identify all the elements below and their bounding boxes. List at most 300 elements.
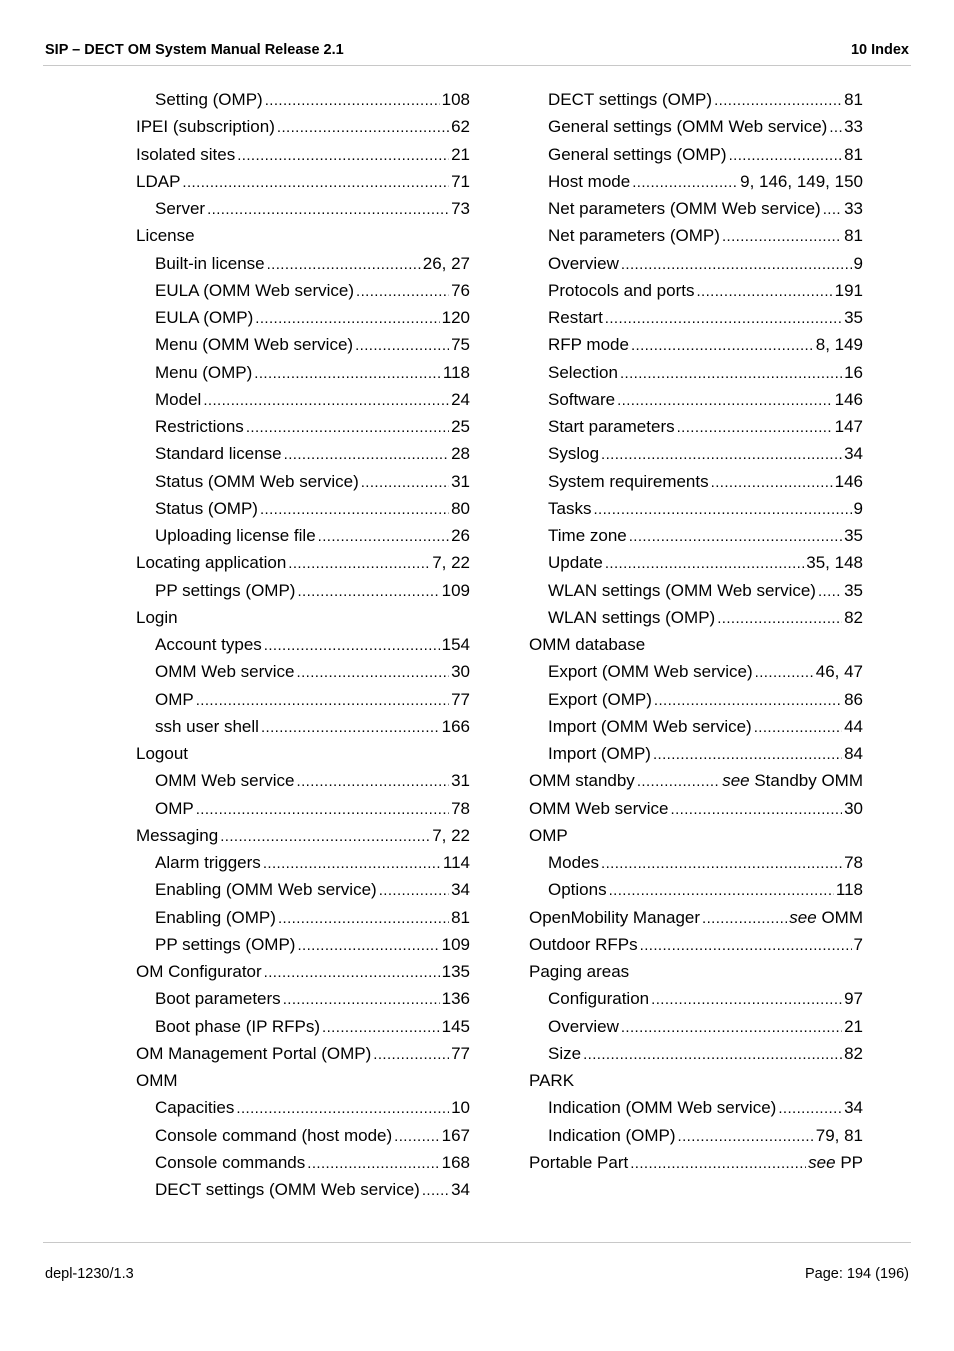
index-term: PP settings (OMP): [155, 580, 296, 600]
index-term: Menu (OMP): [155, 362, 253, 382]
page-reference-text: 33: [844, 199, 863, 218]
page-reference: [451, 1040, 470, 1067]
page-reference-text: 46, 47: [815, 662, 863, 682]
leader-dots: [696, 278, 832, 304]
page-reference: [844, 1013, 863, 1040]
index-term: LDAP: [136, 171, 181, 191]
page-reference-text: 108: [441, 90, 470, 109]
page-reference-text: 79, 81: [815, 1125, 863, 1145]
page-reference: [451, 495, 470, 522]
page-reference: [844, 577, 863, 604]
index-subentry: [136, 713, 470, 740]
leader-dots: [754, 714, 842, 740]
leader-dots: [278, 905, 449, 931]
page-reference: [442, 931, 470, 958]
index-term: Outdoor RFPs: [529, 934, 638, 954]
page-reference: [844, 113, 863, 140]
index-subentry: [529, 113, 863, 140]
page-reference-text: 16: [844, 362, 863, 382]
leader-dots: [605, 550, 804, 576]
leader-dots: [637, 768, 720, 794]
page-reference-text: 77: [451, 689, 470, 709]
index-term: ssh user shell: [155, 716, 259, 736]
index-term: Overview: [548, 1016, 619, 1036]
index-entry: [529, 931, 863, 958]
page-reference-text: 86: [844, 689, 863, 709]
index-subentry: [529, 86, 863, 113]
leader-dots: [621, 251, 852, 277]
leader-dots: [651, 986, 842, 1012]
index-subentry: [529, 740, 863, 767]
index-subentry: [529, 876, 863, 903]
leader-dots: [361, 469, 449, 495]
index-term: Overview: [548, 253, 619, 273]
page-reference: [740, 168, 863, 195]
index-subentry: [136, 522, 470, 549]
page-reference-text: 167: [441, 1125, 470, 1145]
index-term: Capacities: [155, 1098, 235, 1118]
page-reference: [451, 522, 470, 549]
index-entry: [136, 168, 470, 195]
page-reference: [844, 141, 863, 168]
page-reference-text: 33: [844, 117, 863, 137]
page-reference-text: 34: [451, 1180, 470, 1199]
page-reference: [835, 413, 863, 440]
leader-dots: [288, 550, 430, 576]
index-term: Protocols and ports: [548, 280, 695, 300]
page-reference: [443, 359, 470, 386]
index-term: Console commands: [155, 1152, 306, 1172]
page-reference-text: 146: [834, 389, 863, 409]
leader-dots: [307, 1150, 439, 1176]
page-reference-text: 31: [451, 471, 470, 491]
leader-dots: [818, 578, 842, 604]
page-reference-text: 31: [451, 771, 470, 791]
page-reference-text: 26, 27: [422, 253, 470, 273]
leader-dots: [729, 142, 843, 168]
index-term: Uploading license file: [155, 526, 316, 545]
index-term: PARK: [529, 1071, 575, 1090]
leader-dots: [677, 414, 833, 440]
page-reference: [844, 440, 863, 467]
page-reference-text: 114: [442, 853, 470, 872]
leader-dots: [203, 387, 449, 413]
index-term: OMM database: [529, 635, 646, 654]
page-reference: [844, 359, 863, 386]
page-reference-text: 35, 148: [806, 553, 863, 573]
page-reference: [844, 795, 863, 822]
index-term: Model: [155, 389, 202, 409]
page-reference: [432, 822, 470, 849]
index-term: Export (OMP): [548, 689, 652, 709]
index-term: Alarm triggers: [155, 853, 261, 872]
leader-dots: [632, 169, 738, 195]
index-term: OM Configurator: [136, 962, 262, 981]
index-entry: [529, 1067, 863, 1094]
leader-dots: [631, 332, 814, 358]
index-term: General settings (OMM Web service): [548, 117, 828, 137]
index-subentry: [136, 631, 470, 658]
page-reference: [451, 168, 470, 195]
index-subentry: [529, 359, 863, 386]
index-subentry: [136, 985, 470, 1012]
index-subentry: [529, 1094, 863, 1121]
index-term: Enabling (OMP): [155, 907, 276, 927]
index-term: DECT settings (OMP): [548, 90, 713, 109]
page-reference-text: 166: [441, 716, 470, 736]
index-subentry: [136, 904, 470, 931]
leader-dots: [671, 796, 843, 822]
index-term: OMM standby: [529, 771, 635, 791]
page-reference: [722, 767, 863, 794]
leader-dots: [264, 632, 440, 658]
index-entry: [529, 767, 863, 794]
leader-dots: [621, 1014, 842, 1040]
page-reference: [451, 468, 470, 495]
index-subentry: [136, 876, 470, 903]
page-reference: [789, 904, 863, 931]
page-reference-text: 120: [441, 308, 470, 327]
page-reference: [451, 277, 470, 304]
page-reference: [442, 577, 470, 604]
index-subentry: [136, 1122, 470, 1149]
page-reference: [451, 386, 470, 413]
index-entry: [136, 604, 470, 631]
page-reference: [423, 250, 470, 277]
page-reference: [854, 931, 863, 958]
page-reference-text: 35: [844, 526, 863, 545]
page-reference: [816, 658, 863, 685]
page-reference-text: 7, 22: [432, 825, 470, 845]
page-reference-text: PP: [840, 1152, 863, 1172]
index-subentry: [529, 1040, 863, 1067]
index-subentry: [136, 413, 470, 440]
page-reference-text: 75: [451, 335, 470, 355]
page-reference-text: 30: [844, 798, 863, 818]
leader-dots: [265, 87, 440, 113]
index-column-right: [529, 86, 863, 1176]
index-subentry: [136, 468, 470, 495]
index-term: Import (OMM Web service): [548, 716, 752, 736]
index-term: Portable Part: [529, 1152, 629, 1172]
leader-dots: [237, 142, 449, 168]
leader-dots: [678, 1123, 814, 1149]
index-subentry: [529, 413, 863, 440]
index-term: OMP: [529, 825, 568, 845]
page-reference-text: 168: [441, 1152, 470, 1172]
page-reference: [442, 1122, 470, 1149]
leader-dots: [601, 441, 842, 467]
leader-dots: [593, 496, 851, 522]
index-term: OMP: [155, 798, 194, 818]
page-reference: [808, 1149, 863, 1176]
page-reference-text: 135: [441, 962, 470, 981]
page-reference: [451, 331, 470, 358]
page-reference-text: 34: [844, 1098, 863, 1118]
page-reference: [451, 1094, 470, 1121]
leader-dots: [778, 1095, 842, 1121]
leader-dots: [254, 360, 441, 386]
index-term: Start parameters: [548, 417, 675, 436]
page-reference-text: 81: [844, 90, 863, 109]
index-term: Net parameters (OMP): [548, 226, 720, 246]
page-reference: [816, 1122, 863, 1149]
page-reference-text: 109: [441, 580, 470, 600]
leader-dots: [722, 223, 842, 249]
index-subentry: [529, 849, 863, 876]
page-reference: [442, 86, 470, 113]
page-reference: [451, 686, 470, 713]
page-reference: [835, 277, 863, 304]
page-reference-text: 136: [441, 989, 470, 1009]
leader-dots: [322, 1014, 440, 1040]
leader-dots: [246, 414, 449, 440]
page-reference-text: 35: [844, 580, 863, 600]
page-reference: [442, 1013, 470, 1040]
leader-dots: [196, 687, 449, 713]
page-reference-text: 24: [451, 389, 470, 409]
page-reference: [835, 468, 863, 495]
page-reference: [816, 331, 863, 358]
index-subentry: [529, 222, 863, 249]
page-reference: [835, 386, 863, 413]
page-reference: [844, 1094, 863, 1121]
index-term: Status (OMM Web service): [155, 471, 359, 491]
index-subentry: [136, 1176, 470, 1203]
page-reference: [451, 113, 470, 140]
page-reference-text: 191: [834, 280, 863, 300]
page-reference: [451, 141, 470, 168]
page-reference-text: 81: [451, 907, 470, 927]
leader-dots: [196, 796, 449, 822]
leader-dots: [267, 251, 421, 277]
index-subentry: [136, 767, 470, 794]
page-reference: [844, 222, 863, 249]
page-reference-text: 7: [853, 934, 863, 954]
page-reference: [844, 985, 863, 1012]
page-reference-text: 73: [451, 199, 470, 218]
leader-dots: [297, 768, 450, 794]
index-subentry: [136, 1094, 470, 1121]
index-term: Logout: [136, 744, 188, 763]
leader-dots: [711, 469, 833, 495]
page-reference-text: 8, 149: [815, 335, 863, 355]
see-reference-label: see: [789, 907, 817, 927]
leader-dots: [609, 877, 834, 903]
index-entry: [136, 113, 470, 140]
page-reference-text: 21: [844, 1016, 863, 1036]
page-reference-text: OMM: [821, 907, 863, 927]
page-reference: [844, 304, 863, 331]
index-term: OMM Web service: [155, 662, 295, 682]
index-term: Tasks: [548, 498, 592, 518]
index-subentry: [529, 440, 863, 467]
index-subentry: [136, 359, 470, 386]
leader-dots: [755, 659, 814, 685]
page-reference-text: 77: [451, 1043, 470, 1063]
page-reference: [844, 849, 863, 876]
index-term: Boot phase (IP RFPs): [155, 1016, 321, 1036]
page-reference: [443, 849, 470, 876]
index-term: General settings (OMP): [548, 144, 727, 164]
page-reference-text: 9: [853, 498, 863, 518]
index-term: Indication (OMP): [548, 1125, 676, 1145]
page-reference-text: 21: [451, 144, 470, 164]
index-subentry: [136, 658, 470, 685]
page-reference: [451, 876, 470, 903]
index-term: WLAN settings (OMP): [548, 607, 716, 627]
page-reference: [442, 304, 470, 331]
page-reference-text: 44: [844, 716, 863, 736]
index-subentry: [529, 250, 863, 277]
index-entry: [136, 222, 470, 249]
leader-dots: [714, 87, 842, 113]
index-subentry: [136, 304, 470, 331]
index-subentry: [529, 1013, 863, 1040]
index-term: System requirements: [548, 471, 709, 491]
page-reference: [844, 195, 863, 222]
index-subentry: [136, 386, 470, 413]
index-term: Boot parameters: [155, 989, 281, 1009]
index-term: OpenMobility Manager: [529, 907, 701, 927]
page-reference-text: 10: [451, 1098, 470, 1118]
index-term: Standard license: [155, 444, 282, 464]
index-term: OM Management Portal (OMP): [136, 1043, 372, 1063]
page-reference-text: 145: [441, 1016, 470, 1036]
page-reference-text: 147: [834, 417, 863, 436]
leader-dots: [601, 850, 842, 876]
leader-dots: [220, 823, 430, 849]
leader-dots: [236, 1095, 449, 1121]
page-reference: [442, 713, 470, 740]
page-number: 194: [846, 1266, 872, 1282]
index-subentry: [529, 713, 863, 740]
index-entry: [529, 795, 863, 822]
page-reference: [442, 958, 470, 985]
page-reference-text: 34: [451, 880, 470, 900]
leader-dots: [379, 877, 449, 903]
leader-dots: [617, 387, 833, 413]
index-term: Messaging: [136, 825, 219, 845]
leader-dots: [297, 659, 450, 685]
page-reference-text: 76: [451, 280, 470, 300]
page-reference: [451, 904, 470, 931]
page-reference-text: 118: [835, 880, 863, 900]
leader-dots: [422, 1177, 449, 1203]
index-subentry: [529, 985, 863, 1012]
page-reference-text: 84: [844, 744, 863, 763]
page-reference-text: 9: [853, 253, 863, 273]
index-term: Setting (OMP): [155, 90, 263, 109]
index-subentry: [529, 304, 863, 331]
page-reference-text: 30: [451, 662, 470, 682]
leader-dots: [261, 714, 440, 740]
page-reference-text: 109: [441, 934, 470, 954]
index-subentry: [136, 686, 470, 713]
section-title: 10 Index: [850, 42, 909, 58]
leader-dots: [207, 196, 449, 222]
page-reference-text: 80: [451, 498, 470, 518]
page-reference: [451, 440, 470, 467]
leader-dots: [182, 169, 449, 195]
index-term: Status (OMP): [155, 498, 258, 518]
page-reference: [854, 495, 863, 522]
leader-dots: [355, 332, 449, 358]
index-term: Software: [548, 389, 616, 409]
index-term: Paging areas: [529, 962, 630, 981]
leader-dots: [277, 114, 449, 140]
leader-dots: [653, 741, 842, 767]
index-subentry: [529, 168, 863, 195]
page-reference: [844, 86, 863, 113]
leader-dots: [260, 496, 449, 522]
index-term: Indication (OMM Web service): [548, 1098, 777, 1118]
index-subentry: [136, 1149, 470, 1176]
index-term: Time zone: [548, 526, 627, 545]
index-subentry: [529, 468, 863, 495]
page-footer: [45, 1266, 909, 1286]
leader-dots: [283, 986, 440, 1012]
index-term: OMP: [155, 689, 194, 709]
index-term: License: [136, 226, 195, 246]
see-reference-label: see: [808, 1152, 836, 1172]
leader-dots: [829, 114, 842, 140]
page-reference-text: 28: [451, 444, 470, 464]
index-subentry: [529, 141, 863, 168]
leader-dots: [702, 905, 787, 931]
index-subentry: [529, 577, 863, 604]
index-term: Enabling (OMM Web service): [155, 880, 377, 900]
index-term: OMM Web service: [529, 798, 669, 818]
leader-dots: [373, 1041, 449, 1067]
page-reference: [854, 250, 863, 277]
index-term: IPEI (subscription): [136, 117, 275, 137]
leader-dots: [583, 1041, 842, 1067]
leader-dots: [255, 305, 439, 331]
index-subentry: [529, 604, 863, 631]
index-column-left: [136, 86, 470, 1203]
page-reference: [836, 876, 863, 903]
page-reference: [451, 195, 470, 222]
index-term: DECT settings (OMM Web service): [155, 1180, 420, 1199]
document-id: depl-1230/1.3: [45, 1266, 134, 1282]
page-reference: [844, 713, 863, 740]
page-reference-text: 81: [844, 226, 863, 246]
index-term: EULA (OMM Web service): [155, 280, 355, 300]
index-subentry: [136, 440, 470, 467]
index-entry: [529, 631, 863, 658]
page-reference-text: Standby OMM: [754, 771, 863, 791]
index-term: Built-in license: [155, 253, 265, 273]
page-reference-text: 146: [834, 471, 863, 491]
index-subentry: [136, 277, 470, 304]
page-reference: [442, 985, 470, 1012]
index-subentry: [136, 331, 470, 358]
page-reference-text: 81: [844, 144, 863, 164]
index-subentry: [136, 795, 470, 822]
index-entry: [136, 822, 470, 849]
index-entry: [136, 958, 470, 985]
index-subentry: [529, 277, 863, 304]
index-term: Console command (host mode): [155, 1125, 393, 1145]
index-term: Locating application: [136, 553, 287, 573]
page-reference-text: 78: [451, 798, 470, 818]
page-reference-text: 118: [442, 362, 470, 382]
page-reference-text: 82: [844, 607, 863, 627]
index-term: Export (OMM Web service): [548, 662, 753, 682]
page-reference: [432, 549, 470, 576]
index-term: Size: [548, 1043, 582, 1063]
